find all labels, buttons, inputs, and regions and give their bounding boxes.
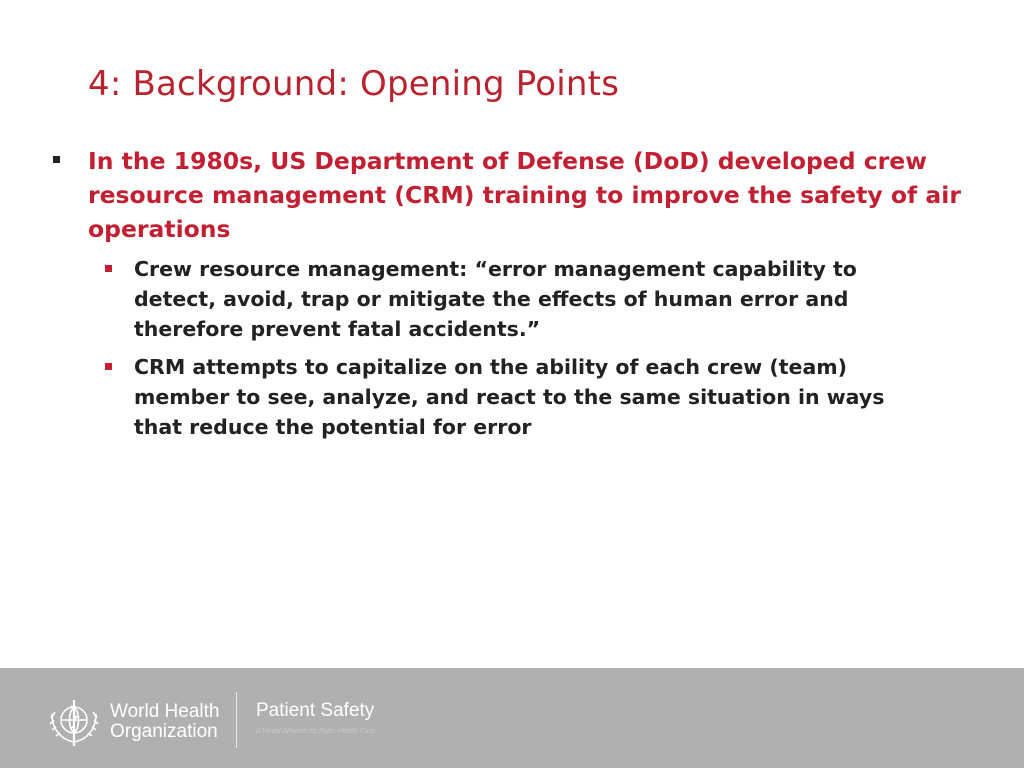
who-emblem-icon bbox=[44, 696, 104, 748]
program-title: Patient Safety bbox=[256, 700, 375, 721]
bullet-level2-text: Crew resource management: “error management capability to detect, avoid, trap or mitigate the effects of human error and therefore prevent fatal accidents.” bbox=[134, 257, 857, 341]
slide-title: 4: Background: Opening Points bbox=[88, 64, 620, 104]
square-bullet-icon bbox=[53, 156, 60, 163]
org-name-line1: World Health bbox=[110, 701, 220, 722]
org-name-line2: Organization bbox=[110, 721, 218, 742]
program-tagline: A World Alliance for Safer Health Care bbox=[256, 728, 375, 735]
bullet-level2-text: CRM attempts to capitalize on the ability of each crew (team) member to see, analyze, and react to the same situation in ways that reduce the potential for error bbox=[134, 355, 885, 439]
sub-bullet-list bbox=[44, 254, 984, 442]
square-bullet-icon bbox=[105, 363, 112, 370]
square-bullet-icon bbox=[105, 265, 112, 272]
bullet-level2 bbox=[134, 254, 934, 344]
bullet-level1-text: In the 1980s, US Department of Defense (DoD) developed crew resource management (CRM) training to improve the safety of air operations bbox=[88, 147, 961, 243]
footer-divider bbox=[236, 692, 237, 748]
footer-bar bbox=[0, 668, 1024, 768]
org-name bbox=[110, 702, 219, 742]
slide-content bbox=[44, 144, 984, 450]
bullet-level2 bbox=[134, 352, 934, 442]
bullet-level1 bbox=[44, 144, 984, 246]
